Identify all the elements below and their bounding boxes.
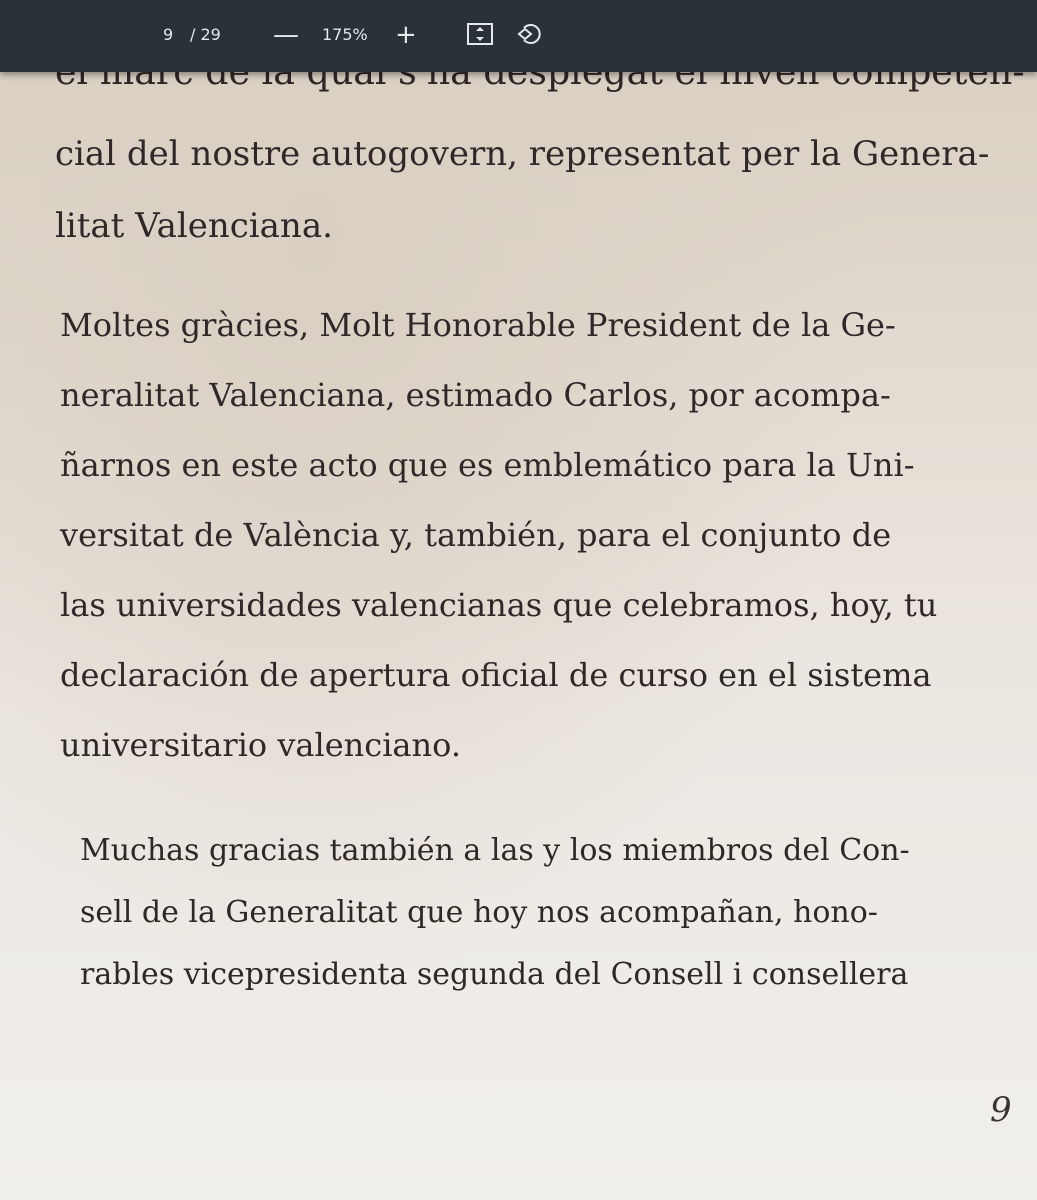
text-line: versitat de València y, también, para el conjunto de [60,516,892,554]
text-line: cial del nostre autogovern, representat per la Genera- [55,134,990,174]
text-line: neralitat Valenciana, estimado Carlos, por acompa- [60,376,891,414]
text-line: rables vicepresidenta segunda del Consell i consellera [80,957,909,992]
fit-page-button[interactable] [466,22,494,46]
text-line: sell de la Generalitat que hoy nos acompañan, hono- [80,895,878,930]
zoom-in-button[interactable]: + [395,20,417,50]
total-pages-label: / 29 [190,25,221,44]
text-line: las universidades valencianas que celebramos, hoy, tu [60,586,938,624]
text-line: declaración de apertura oficial de curso en el sistema [60,656,932,694]
rotate-icon [516,21,544,47]
paragraph-3 [80,820,910,1006]
text-line: Muchas gracias también a las y los miembros del Con- [80,833,910,868]
text-line: Moltes gràcies, Molt Honorable President de la Ge- [60,306,896,344]
current-page-input[interactable]: 9 [163,25,174,44]
paragraph-1 [55,118,989,262]
rotate-button[interactable] [516,21,544,47]
zoom-level-label[interactable]: 175% [322,25,368,44]
zoom-out-button[interactable]: — [273,20,299,50]
paragraph-2 [60,290,937,780]
text-line: litat Valenciana. [55,206,333,246]
text-line: universitario valenciano. [60,726,461,764]
text-line: ñarnos en este acto que es emblemático para la Uni- [60,446,915,484]
page-number: 9 [990,1090,1012,1130]
fit-page-icon [466,22,494,46]
pdf-toolbar [0,0,1037,72]
